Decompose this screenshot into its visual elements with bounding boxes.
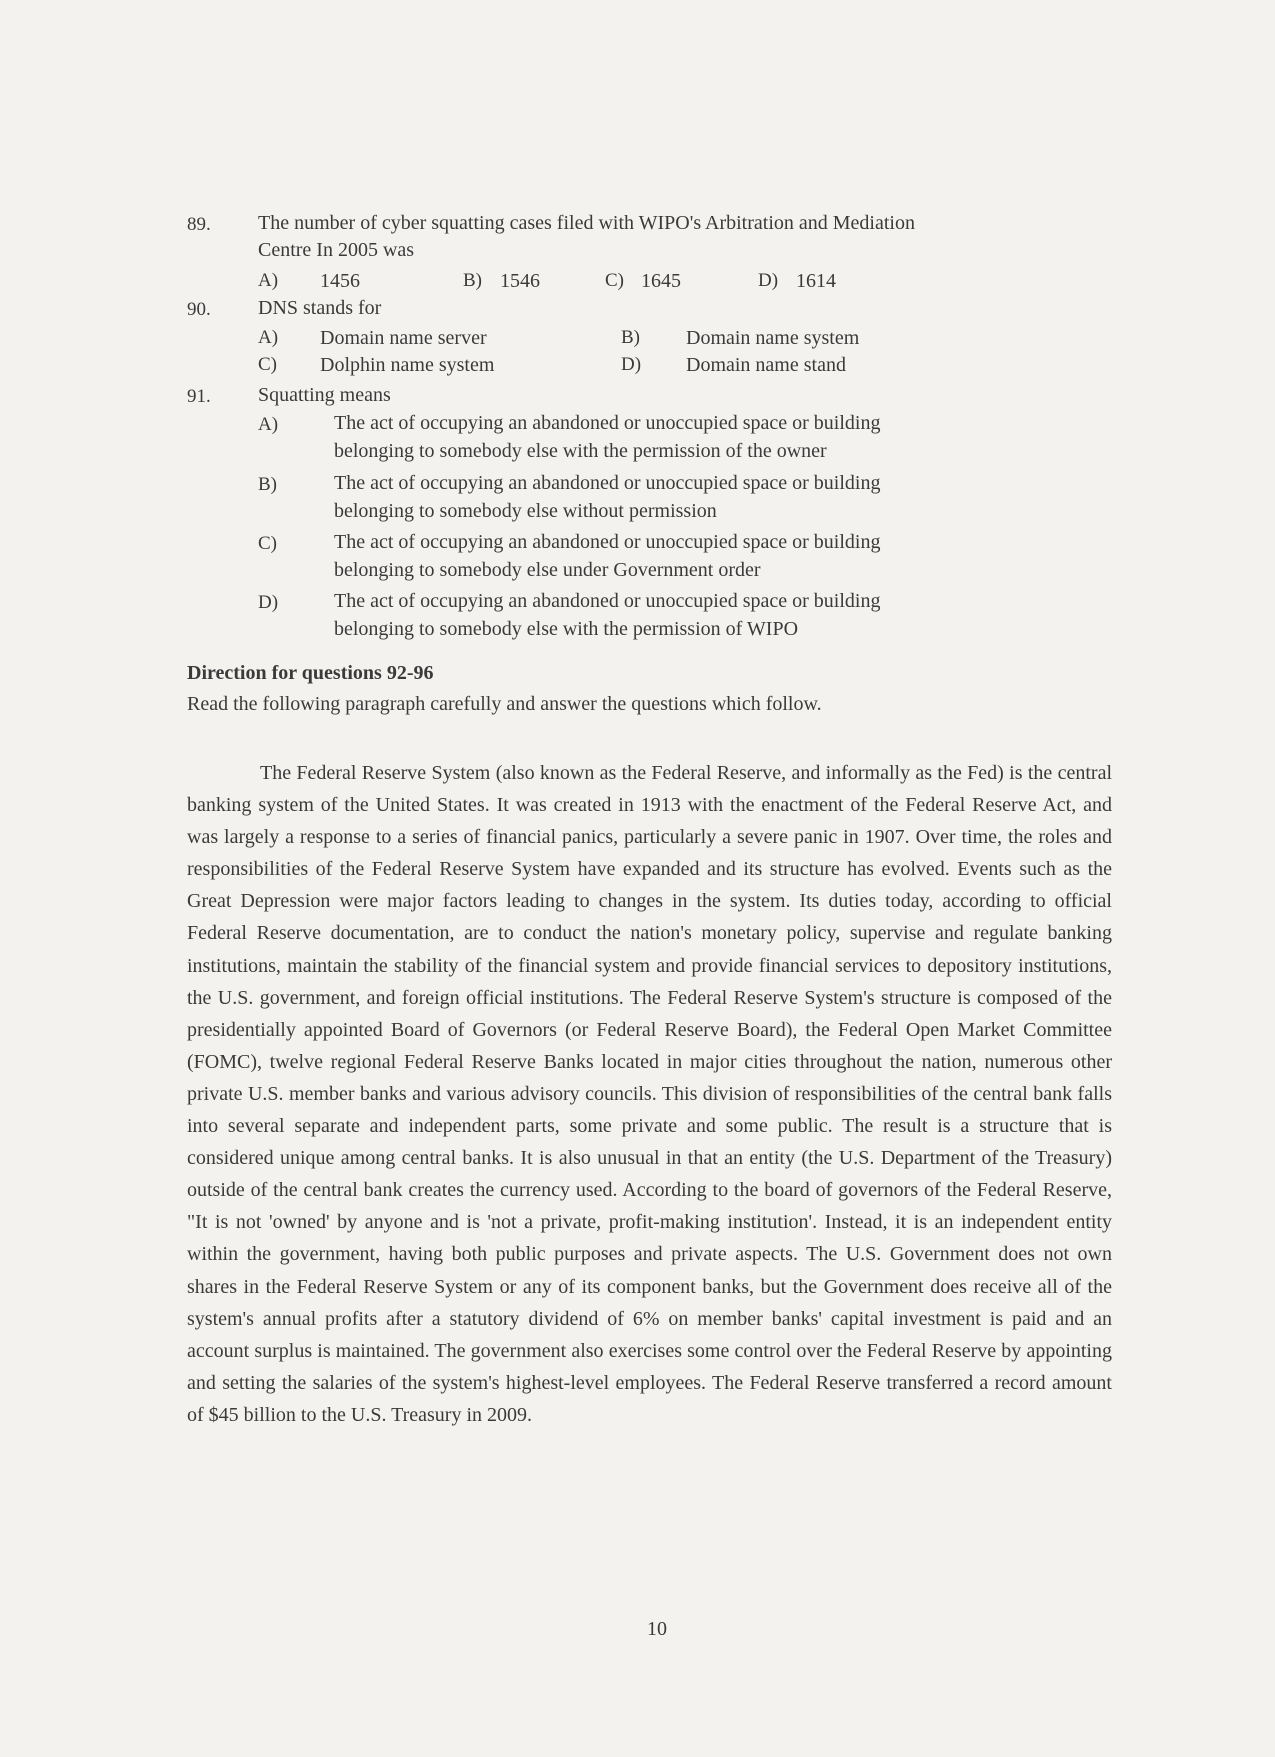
option-a-line2: belonging to somebody else with the permission of the owner [334, 440, 827, 462]
question-text: Squatting means [258, 384, 391, 406]
option-c-label: C) [258, 354, 277, 375]
direction-instruction: Read the following paragraph carefully and answer the questions which follow. [187, 693, 822, 715]
option-d-text: 1614 [796, 270, 836, 292]
option-a-text: Domain name server [320, 327, 487, 349]
question-number: 91. [187, 386, 211, 407]
option-a-line1: The act of occupying an abandoned or unoccupied space or building [334, 412, 881, 434]
question-text: DNS stands for [258, 297, 382, 319]
option-a-label: A) [258, 327, 279, 348]
option-c-label: C) [258, 533, 277, 554]
option-d-label: D) [758, 270, 779, 291]
question-number: 90. [187, 299, 211, 320]
option-b-text: Domain name system [686, 327, 860, 349]
option-a-label: A) [258, 414, 279, 435]
option-c-line1: The act of occupying an abandoned or unoccupied space or building [334, 531, 881, 553]
option-a-text: 1456 [320, 270, 360, 292]
option-b-line1: The act of occupying an abandoned or unoccupied space or building [334, 472, 881, 494]
option-d-line1: The act of occupying an abandoned or unoccupied space or building [334, 590, 881, 612]
option-d-label: D) [621, 354, 642, 375]
reading-passage: The Federal Reserve System (also known as the Federal Reserve, and informally as the Fed) is the central banking system of the United States. It was created in 1913 with the enactment of the Federal Reserve Act, and was largely a response to a series of financial panics, particularly a severe panic in 1907. Over time, the roles and responsibilities of the Federal Reserve System have expanded and its structure has evolved. Events such as the Great Depression were major factors leading to changes in the system. Its duties today, according to official Federal Reserve documentation, are to conduct the nation's monetary policy, supervise and regulate banking institutions, maintain the stability of the financial system and provide financial services to depository institutions, the U.S. government, and foreign official institutions. The Federal Reserve System's structure is composed of the presidentially appointed Board of Governors (or Federal Reserve Board), the Federal Open Market Committee (FOMC), twelve regional Federal Reserve Banks located in major cities throughout the nation, numerous other private U.S. member banks and various advisory councils. This division of responsibilities of the central bank falls into several separate and independent parts, some private and some public. The result is a structure that is considered unique among central banks. It is also unusual in that an entity (the U.S. Department of the Treasury) outside of the central bank creates the currency used. According to the board of governors of the Federal Reserve, "It is not 'owned' by anyone and is 'not a private, profit-making institution'. Instead, it is an independent entity within the government, having both public purposes and private aspects. The U.S. Government does not own shares in the Federal Reserve System or any of its component banks, but the Government does receive all of the system's annual profits after a statutory dividend of 6% on member banks' capital investment is paid and an account surplus is maintained. The government also exercises some control over the Federal Reserve by appointing and setting the salaries of the system's highest-level employees. The Federal Reserve transferred a record amount of $45 billion to the U.S. Treasury in 2009. [187, 762, 1112, 1426]
option-c-label: C) [605, 270, 624, 291]
option-b-label: B) [463, 270, 482, 291]
page-number: 10 [647, 1618, 667, 1640]
option-c-text: Dolphin name system [320, 354, 495, 376]
option-d-line2: belonging to somebody else with the permission of WIPO [334, 618, 799, 640]
option-c-line2: belonging to somebody else under Government order [334, 559, 761, 581]
option-d-label: D) [258, 592, 279, 613]
question-text-line2: Centre In 2005 was [258, 239, 415, 261]
question-number: 89. [187, 214, 211, 235]
option-a-label: A) [258, 270, 279, 291]
option-d-text: Domain name stand [686, 354, 846, 376]
option-c-text: 1645 [641, 270, 681, 292]
question-text-line1: The number of cyber squatting cases filed with WIPO's Arbitration and Mediation [258, 212, 915, 234]
option-b-line2: belonging to somebody else without permission [334, 500, 717, 522]
option-b-label: B) [258, 474, 277, 495]
option-b-label: B) [621, 327, 640, 348]
option-b-text: 1546 [500, 270, 540, 292]
direction-title: Direction for questions 92-96 [187, 662, 434, 684]
